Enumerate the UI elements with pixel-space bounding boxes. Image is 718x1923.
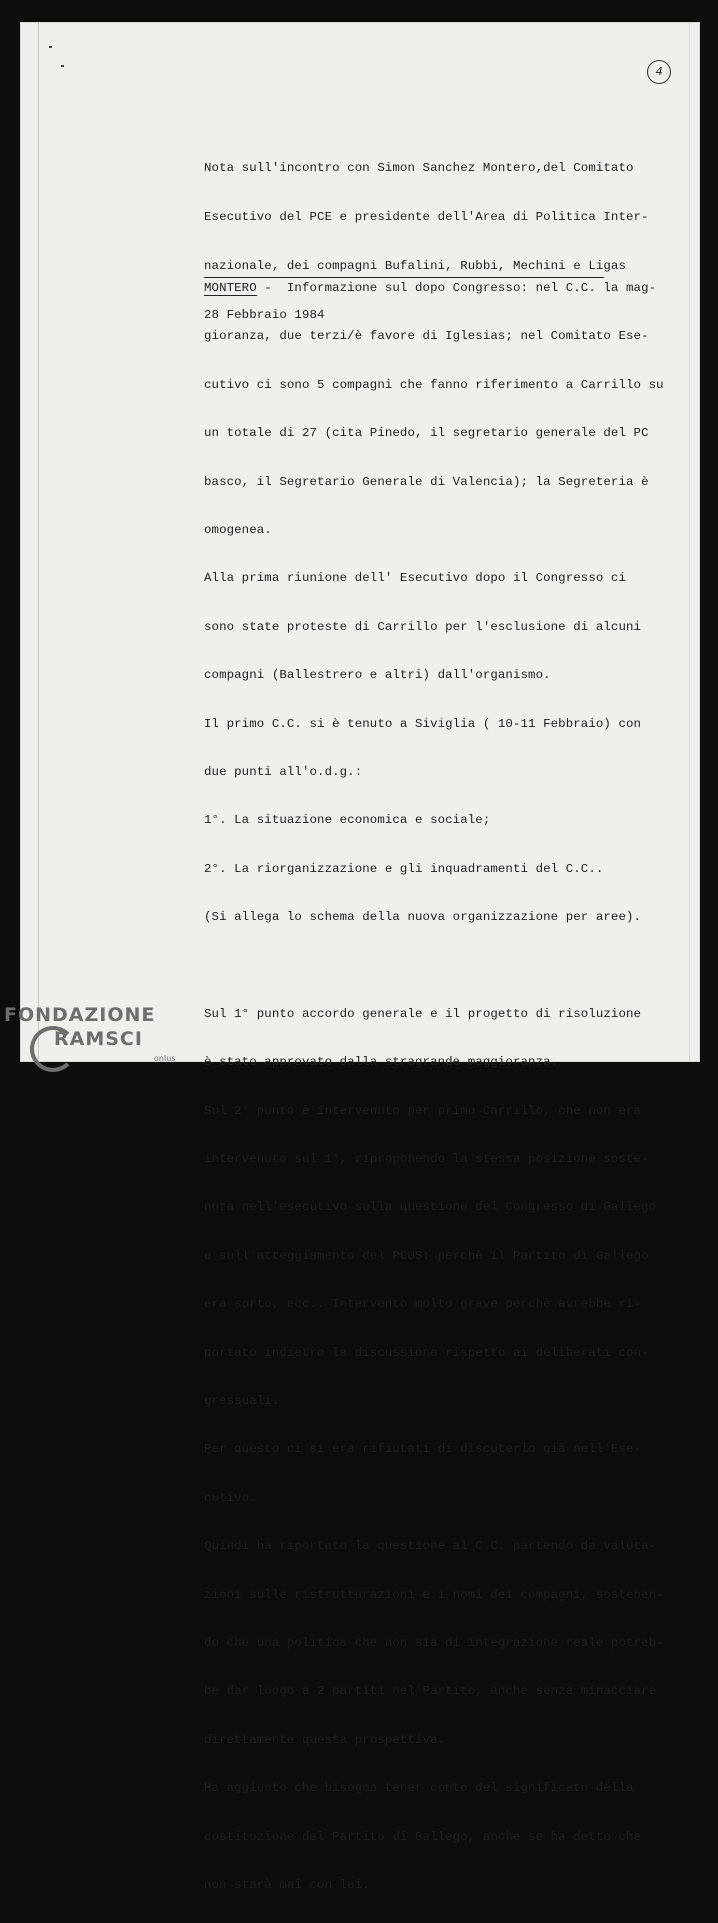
watermark-line-1: FONDAZIONE bbox=[4, 1004, 156, 1026]
body-line: (Si allega lo schema della nuova organizzazione per aree). bbox=[204, 910, 642, 925]
body-line: Per questo ci si era rifiutati di discuterlo già nell'Ese- bbox=[204, 1442, 642, 1457]
body-line: nuta nell'esecutivo sulla questione del Congresso di Gallego bbox=[204, 1200, 657, 1215]
document-body bbox=[204, 250, 664, 1923]
document-date: 28 Febbraio 1984 bbox=[204, 308, 325, 322]
header-line-3-text: nazionale, dei compagni Bufalini, Rubbi, Mechini e Ligas bbox=[204, 256, 604, 278]
body-line: gressuali. bbox=[204, 1393, 280, 1408]
body-line: portato indietro la discussione rispetto ai deliberati con- bbox=[204, 1345, 649, 1360]
body-line: cutivo ci sono 5 compagni che fanno riferimento a Carrillo su bbox=[204, 377, 664, 392]
page-edge-line bbox=[689, 22, 690, 1062]
body-line: costituzione del Partito di Gallego, anche se ha detto che bbox=[204, 1829, 642, 1844]
body-line: Ha aggiunto che bisogna tener conto del significato della bbox=[204, 1781, 634, 1796]
body-line: do che una politica che non sia di integrazione reale potreb- bbox=[204, 1635, 664, 1650]
fondazione-gramsci-watermark bbox=[4, 1000, 204, 1080]
speaker-name: MONTERO bbox=[204, 281, 257, 295]
body-line: zioni sulle ristrutturazioni e i nomi dei compagni, sostenen- bbox=[204, 1587, 664, 1602]
body-line: compagni (Ballestrero e altri) dall'organismo. bbox=[204, 668, 551, 683]
ink-speck bbox=[49, 46, 52, 48]
body-first-line bbox=[204, 278, 657, 298]
body-line: 1°. La situazione economica e sociale; bbox=[204, 813, 491, 828]
body-line: è stato approvato dalla stragrande maggioranza. bbox=[204, 1055, 559, 1070]
body-line: Il primo C.C. si è tenuto a Siviglia ( 10-11 Febbraio) con bbox=[204, 716, 642, 731]
paragraph-gap bbox=[204, 955, 624, 975]
body-line: due punti all'o.d.g.: bbox=[204, 764, 363, 779]
ink-speck bbox=[61, 65, 64, 67]
body-line: 2°. La riorganizzazione e gli inquadramenti del C.C.. bbox=[204, 861, 604, 876]
body-line: un totale di 27 (cita Pinedo, il segretario generale del PC bbox=[204, 426, 649, 441]
body-line: era sorto, ecc.. Intervento molto grave perchè avrebbe ri- bbox=[204, 1297, 642, 1312]
body-first-line-text: - Informazione sul dopo Congresso: nel C.C. la mag- bbox=[256, 281, 657, 295]
body-line: be dar luogo a 2 partiti nel Partito, anche senza minacciare bbox=[204, 1684, 657, 1699]
body-line: cutivo. bbox=[204, 1490, 257, 1505]
page-number: 4 bbox=[647, 60, 671, 84]
body-line: sono state proteste di Carrillo per l'esclusione di alcuni bbox=[204, 619, 642, 634]
body-line: basco, il Segretario Generale di Valencia); la Segreteria è bbox=[204, 474, 649, 489]
watermark-suffix: onlus bbox=[154, 1054, 176, 1063]
body-line: intervenuto sul 1°, riproponendo la stessa posizione soste- bbox=[204, 1152, 649, 1167]
body-line: direttamente questa prospettiva. bbox=[204, 1732, 446, 1747]
header-line-2: Esecutivo del PCE e presidente dell'Area di Politica Inter- bbox=[204, 210, 649, 224]
body-line: Sul 1° punto accordo generale e il progetto di risoluzione bbox=[204, 1006, 642, 1021]
body-line: non starà mai con lui. bbox=[204, 1877, 370, 1892]
body-line: Alla prima riunione dell' Esecutivo dopo il Congresso ci bbox=[204, 571, 626, 586]
body-line: gioranza, due terzi/è favore di Iglesias; nel Comitato Ese- bbox=[204, 329, 649, 344]
body-line: omogenea. bbox=[204, 522, 272, 537]
header-line-1: Nota sull'incontro con Simon Sanchez Montero,del Comitato bbox=[204, 161, 634, 175]
watermark-line-2: RAMSCI bbox=[54, 1028, 143, 1050]
body-line: e sull'atteggiamento del PCUS: perchè il Partito di Gallego bbox=[204, 1248, 649, 1263]
body-line: Quindi ha riportato la questione al C.C. partendo da valuta- bbox=[204, 1539, 657, 1554]
body-line: Sul 2° punto è intervenuto per primo Carrillo, che non era bbox=[204, 1103, 642, 1118]
document-page bbox=[20, 22, 700, 1892]
page-fold-line bbox=[38, 22, 39, 1062]
